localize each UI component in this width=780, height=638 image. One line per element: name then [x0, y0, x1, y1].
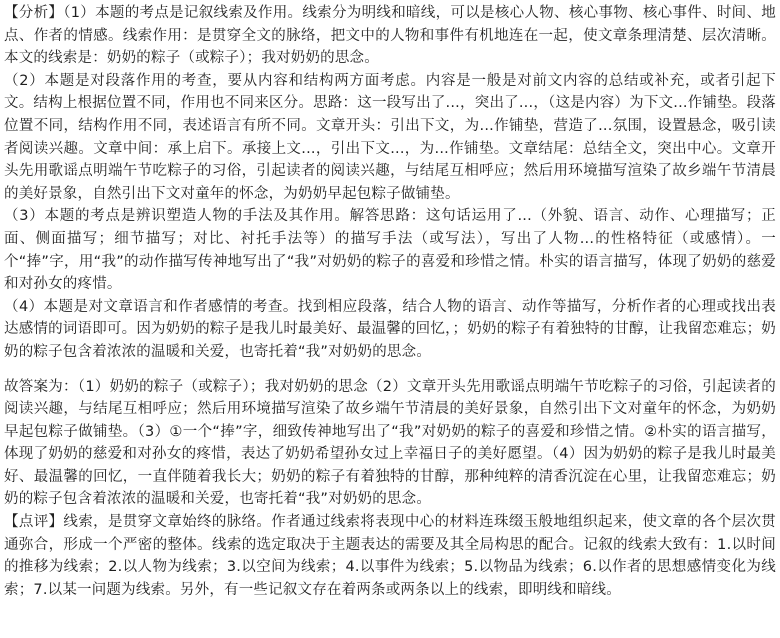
analysis-part-1: 【分析】（1）本题的考点是记叙线索及作用。线索分为明线和暗线，可以是核心人物、核心事物、核心事件、时间、地点、作者的情感。线索作用：是贯穿全文的脉络，把文中的人物和事件有机地连在一起，使文章条理清楚、层次清晰。本文的线索是：奶奶的粽子（或粽子）；我对奶奶的思念。 — [4, 5, 776, 67]
comment-section — [4, 511, 776, 601]
section-gap — [4, 364, 776, 376]
answer-section — [4, 376, 776, 512]
comment-text: 【点评】线索，是贯穿文章始终的脉络。作者通过线索将表现中心的材料连珠缀玉般地组织起来，使文章的各个层次贯通弥合，形成一个严密的整体。线索的选定取决于主题表达的需要及其全局构思的配合。记叙的线索大致有：1.以时间的推移为线索；2.以人物为线索；3.以空间为线索；4.以事件为线索；5.以物品为线索；6.以作者的思想感情变化为线索；7.以某一问题为线索。另外，有一些记叙文存在着两条或两条以上的线索，即明线和暗线。 — [4, 514, 776, 598]
analysis-section — [4, 2, 776, 364]
analysis-part-2: （2）本题是对段落作用的考查，要从内容和结构两方面考虑。内容是一般是对前文内容的总结或补充，或者引起下文。结构上根据位置不同，作用也不同来区分。思路：这一段写出了...，突出了...，（这是内容）为下文...作铺垫。段落位置不同，结构作用不同，表述语言有所不同。文章开头：引出下文，为...作铺垫，营造了...氛围，设置悬念，吸引读者阅读兴趣。文章中间：承上启下。承接上文...，引出下文...，为...作铺垫。文章结尾：总结全文，突出中心。文章开头先用歌谣点明端午节吃粽子的习俗，引起读者的阅读兴趣，与结尾互相呼应；然后用环境描写渲染了故乡端午节清晨的美好景象，自然引出下文对童年的怀念，为奶奶早起包粽子做铺垫。 — [4, 72, 776, 202]
analysis-part-4: （4）本题是对文章语言和作者感情的考查。找到相应段落，结合人物的语言、动作等描写，分析作者的心理或找出表达感情的词语即可。因为奶奶的粽子是我儿时最美好、最温馨的回忆，；奶奶的粽子有着独特的甘醇，让我留恋难忘；奶奶的粽子包含着浓浓的温暖和关爱，也寄托着“我”对奶奶的思念。 — [4, 298, 776, 360]
answer-text: 故答案为：（1）奶奶的粽子（或粽子）；我对奶奶的思念（2）文章开头先用歌谣点明端午节吃粽子的习俗，引起读者的阅读兴趣，与结尾互相呼应；然后用环境描写渲染了故乡端午节清晨的美好景象，自然引出下文对童年的怀念，为奶奶早起包粽子做铺垫。（3）①一个“捧”字，细致传神地写出了“我”对奶奶的粽子的喜爱和珍惜之情。②朴实的语言描写，体现了奶奶的慈爱和对孙女的疼惜，表达了奶奶希望孙女过上幸福日子的美好愿望。（4）因为奶奶的粽子是我儿时最美好、最温馨的回忆，一直伴随着我长大；奶奶的粽子有着独特的甘醇，那种纯粹的清香沉淀在心里，让我留恋难忘；奶奶的粽子包含着浓浓的温暖和关爱，也寄托着“我”对奶奶的思念。 — [4, 378, 776, 508]
analysis-part-3: （3）本题的考点是辨识塑造人物的手法及其作用。解答思路：这句话运用了...（外貌、语言、动作、心理描写；正面、侧面描写；细节描写；对比、衬托手法等）的描写手法（或写法），写出了人物...的性格特征（或感情）。一个“捧”字，用“我”的动作描写传神地写出了“我”对奶奶的粽子的喜爱和珍惜之情。朴实的语言描写，体现了奶奶的慈爱和对孙女的疼惜。 — [4, 208, 776, 293]
